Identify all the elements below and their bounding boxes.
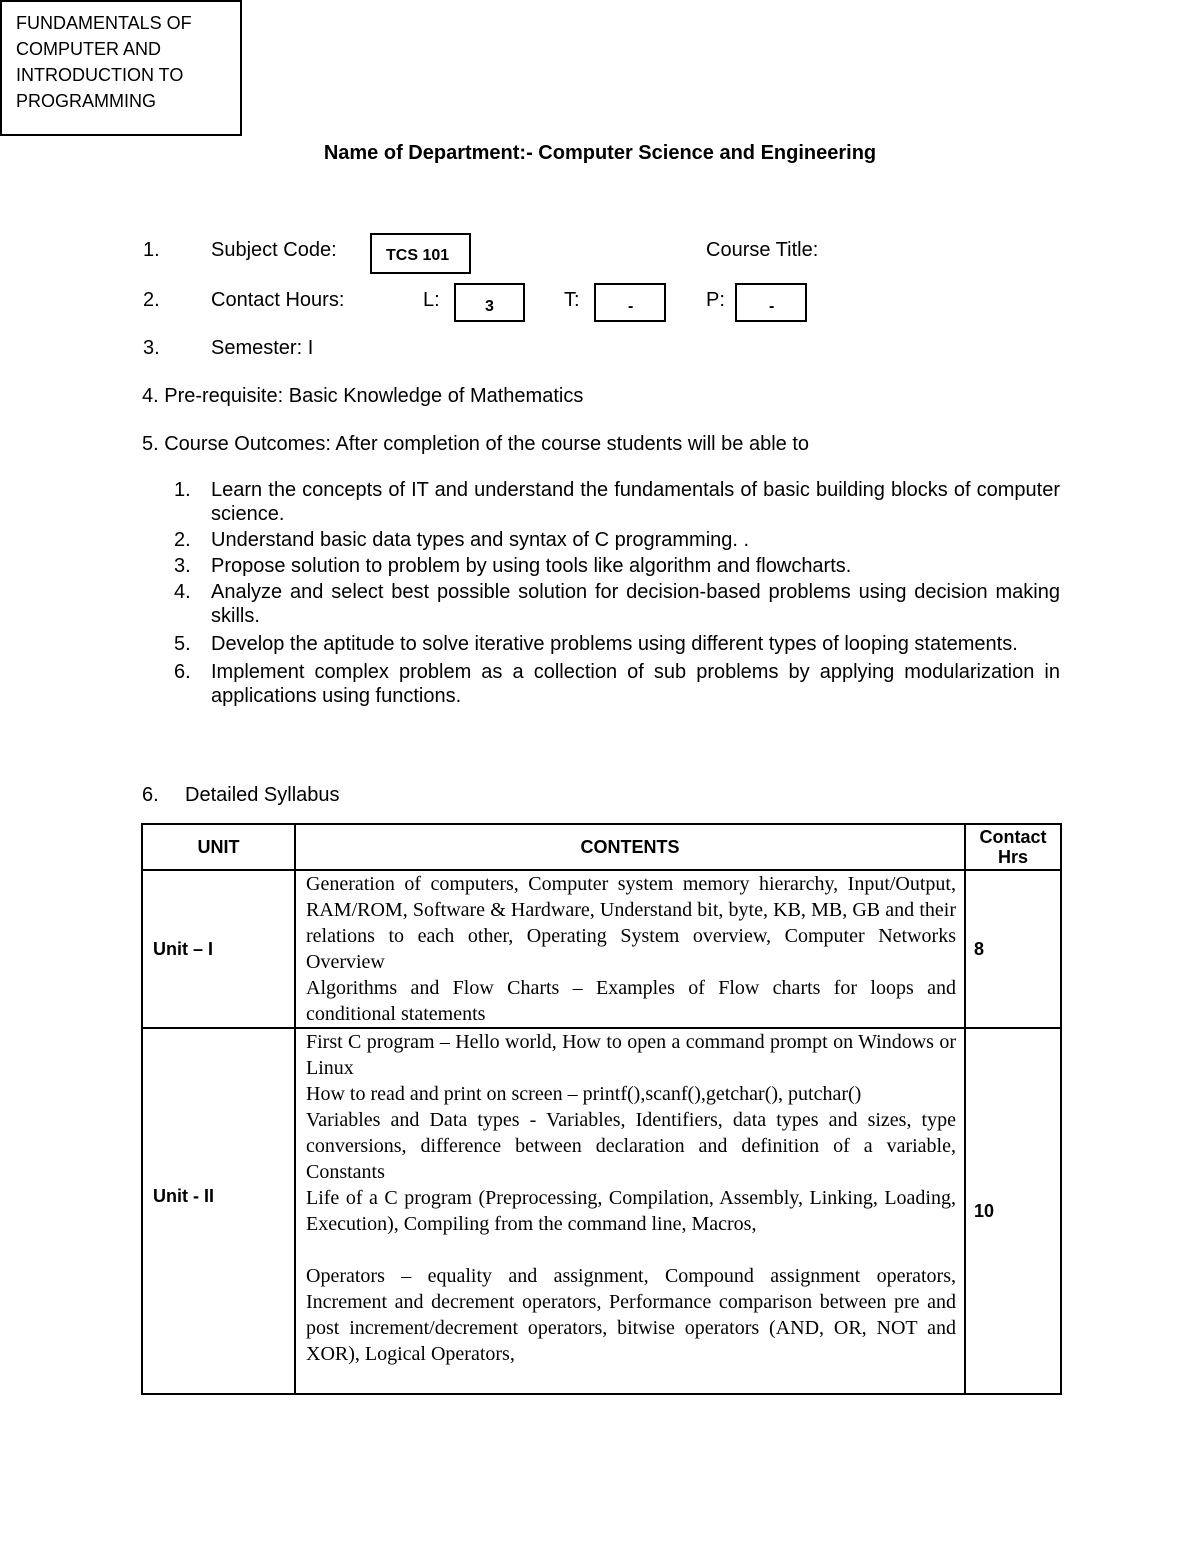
course-title-line: INTRODUCTION TO bbox=[16, 65, 184, 85]
table-header-row bbox=[142, 824, 1061, 870]
unit-hours: 8 bbox=[965, 870, 1061, 1028]
table-row bbox=[142, 1028, 1061, 1394]
item-number-3: 3. bbox=[143, 337, 160, 359]
subject-code-label: Subject Code: bbox=[211, 239, 337, 261]
content-paragraph: Algorithms and Flow Charts – Examples of Flow charts for loops and conditional statements bbox=[306, 977, 956, 1025]
item-number-1: 1. bbox=[143, 239, 160, 261]
department-heading: Name of Department:- Computer Science and Engineering bbox=[323, 142, 877, 164]
outcome-text: Propose solution to problem by using tools like algorithm and flowcharts. bbox=[211, 555, 852, 577]
list-item bbox=[140, 554, 1060, 578]
outcome-number: 1. bbox=[174, 479, 191, 501]
prerequisite: 4. Pre-requisite: Basic Knowledge of Mathematics bbox=[142, 385, 584, 407]
content-paragraph: First C program – Hello world, How to open a command prompt on Windows or Linux bbox=[306, 1031, 956, 1079]
unit-name: Unit - II bbox=[142, 1028, 295, 1394]
practical-value: - bbox=[769, 298, 775, 315]
table-row bbox=[142, 870, 1061, 1028]
content-paragraph: Variables and Data types - Variables, Identifiers, data types and sizes, type conversions, difference between declaration and definition of a variable, Constants bbox=[306, 1109, 956, 1183]
header-contents: CONTENTS bbox=[295, 824, 965, 870]
list-item bbox=[140, 580, 1060, 628]
outcome-text: Develop the aptitude to solve iterative problems using different types of looping statements. bbox=[211, 633, 1018, 655]
lecture-box bbox=[454, 283, 525, 322]
course-title-label: Course Title: bbox=[706, 239, 819, 261]
unit-hours: 10 bbox=[965, 1028, 1061, 1394]
content-paragraph: How to read and print on screen – printf(),scanf(),getchar(), putchar() bbox=[306, 1083, 862, 1105]
unit-contents bbox=[295, 870, 965, 1028]
course-outcomes-list bbox=[140, 478, 1060, 710]
list-item bbox=[140, 478, 1060, 526]
unit-contents bbox=[295, 1028, 965, 1394]
course-title-box bbox=[0, 0, 242, 136]
outcome-text: Implement complex problem as a collection of sub problems by applying modularization in applications using functions. bbox=[211, 661, 1060, 707]
syllabus-table bbox=[141, 823, 1062, 1395]
subject-code-box bbox=[370, 233, 471, 274]
contact-hours-label: Contact Hours: bbox=[211, 289, 345, 311]
syllabus-heading-number: 6. bbox=[142, 784, 159, 806]
practical-label: P: bbox=[706, 289, 725, 311]
header-unit: UNIT bbox=[142, 824, 295, 870]
outcome-number: 3. bbox=[174, 555, 191, 577]
tutorial-label: T: bbox=[564, 289, 580, 311]
paragraph-gap bbox=[306, 1237, 956, 1263]
outcome-text: Understand basic data types and syntax of C programming. . bbox=[211, 529, 750, 551]
tutorial-value: - bbox=[628, 298, 634, 315]
outcome-number: 2. bbox=[174, 529, 191, 551]
content-paragraph: Life of a C program (Preprocessing, Compilation, Assembly, Linking, Loading, Execution), Compiling from the command line, Macros, bbox=[306, 1187, 956, 1235]
outcome-text: Analyze and select best possible solution for decision-based problems using decision making skills. bbox=[211, 581, 1060, 627]
outcome-number: 6. bbox=[174, 661, 191, 683]
outcome-text: Learn the concepts of IT and understand the fundamentals of basic building blocks of computer science. bbox=[211, 479, 1060, 525]
subject-code-value: TCS 101 bbox=[386, 247, 450, 264]
content-paragraph: Generation of computers, Computer system memory hierarchy, Input/Output, RAM/ROM, Software & Hardware, Understand bit, byte, KB, MB, GB and their relations to each other, Operating System overview, Computer Networks Overview bbox=[306, 873, 956, 973]
outcome-number: 5. bbox=[174, 633, 191, 655]
outcome-number: 4. bbox=[174, 581, 191, 603]
item-number-2: 2. bbox=[143, 289, 160, 311]
list-item bbox=[140, 630, 1060, 658]
outcomes-intro: 5. Course Outcomes: After completion of the course students will be able to bbox=[142, 433, 810, 455]
lecture-value: 3 bbox=[485, 298, 494, 315]
content-paragraph: Operators – equality and assignment, Compound assignment operators, Increment and decrement operators, Performance comparison between pre and post increment/decrement operators, bitwise operators (AND, OR, NOT and XOR), Logical Operators, bbox=[306, 1265, 956, 1365]
unit-name: Unit – I bbox=[142, 870, 295, 1028]
semester: Semester: I bbox=[211, 337, 314, 359]
lecture-label: L: bbox=[423, 289, 440, 311]
practical-box bbox=[735, 283, 807, 322]
list-item bbox=[140, 528, 1060, 552]
header-contact-hrs: Contact Hrs bbox=[965, 824, 1061, 870]
course-title-line: COMPUTER AND bbox=[16, 39, 162, 59]
syllabus-heading: Detailed Syllabus bbox=[185, 784, 340, 806]
course-title-line: PROGRAMMING bbox=[16, 91, 157, 111]
tutorial-box bbox=[594, 283, 666, 322]
course-title-line: FUNDAMENTALS OF bbox=[16, 13, 192, 33]
list-item bbox=[140, 660, 1060, 708]
